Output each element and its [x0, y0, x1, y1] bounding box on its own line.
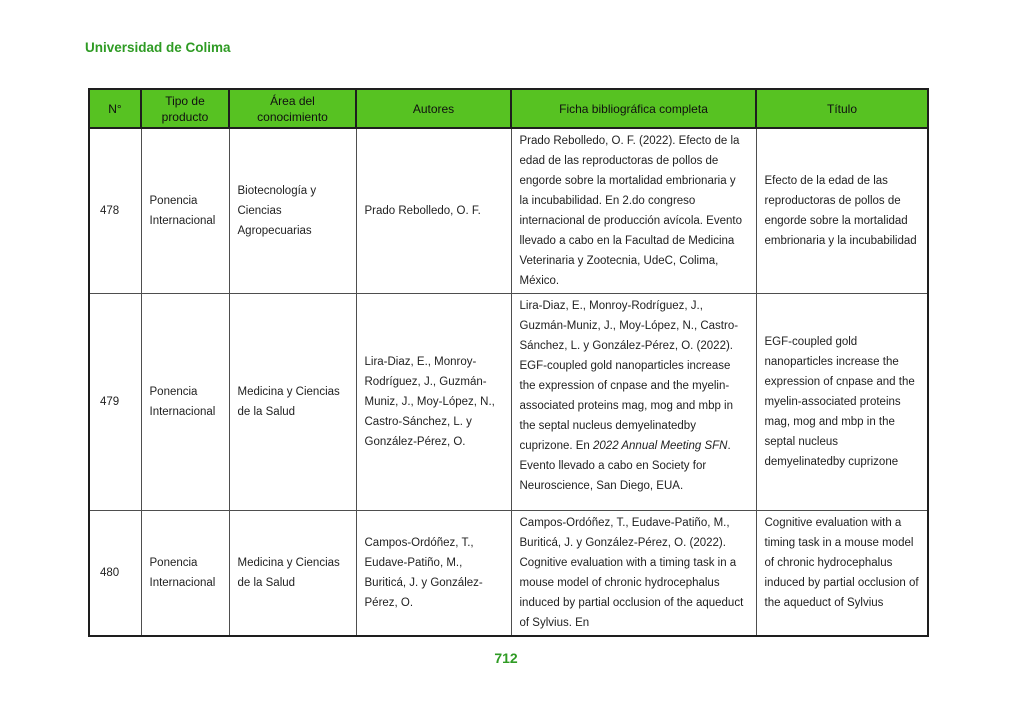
cell-no: 479: [89, 294, 141, 511]
page-number: 712: [494, 650, 518, 666]
cell-no: 478: [89, 128, 141, 294]
table-row: [89, 294, 928, 511]
cell-ficha-bibliografica: Campos-Ordóñez, T., Eudave-Patiño, M., Buriticá, J. y González-Pérez, O. (2022). Cognitive evaluation with a timing task in a mouse model of chronic hydrocephalus induced by partial occlusion of the aqueduct of Sylvius. En: [511, 511, 756, 637]
cell-no: 480: [89, 511, 141, 637]
cell-tipo-producto: Ponencia Internacional: [141, 128, 229, 294]
table-header-row: [89, 89, 928, 128]
cell-autores: Campos-Ordóñez, T., Eudave-Patiño, M., Buriticá, J. y González-Pérez, O.: [356, 511, 511, 637]
cell-titulo: Efecto de la edad de las reproductoras de pollos de engorde sobre la mortalidad embrionaria y la incubabilidad: [756, 128, 928, 294]
cell-tipo-producto: Ponencia Internacional: [141, 511, 229, 637]
cell-area-conocimiento: Medicina y Ciencias de la Salud: [229, 294, 356, 511]
cell-titulo: Cognitive evaluation with a timing task in a mouse model of chronic hydrocephalus induced by partial occlusion of the aqueduct of Sylvius: [756, 511, 928, 637]
column-header-titulo: Título: [756, 89, 928, 128]
cell-titulo: EGF-coupled gold nanoparticles increase the expression of cnpase and the myelin-associated proteins mag, mog and mbp in the septal nucleus demyelinatedby cuprizone: [756, 294, 928, 511]
cell-area-conocimiento: Medicina y Ciencias de la Salud: [229, 511, 356, 637]
cell-area-conocimiento: Biotecnología y Ciencias Agropecuarias: [229, 128, 356, 294]
table-row: [89, 511, 928, 637]
column-header-ficha: Ficha bibliográfica completa: [511, 89, 756, 128]
column-header-autores: Autores: [356, 89, 511, 128]
cell-tipo-producto: Ponencia Internacional: [141, 294, 229, 511]
publications-table: [88, 88, 929, 637]
cell-autores: Prado Rebolledo, O. F.: [356, 128, 511, 294]
table-row: [89, 128, 928, 294]
column-header-area: Área del conocimiento: [229, 89, 356, 128]
cell-ficha-bibliografica: Lira-Diaz, E., Monroy-Rodríguez, J., Guzmán-Muniz, J., Moy-López, N., Castro-Sánchez, L. y González-Pérez, O. (2022). EGF-coupled gold nanoparticles increase the expression of cnpase and the myelin-associated proteins mag, mog and mbp in the septal nucleus demyelinatedby cuprizone. En 2022 Annual Meeting SFN. Evento llevado a cabo en Society for Neuroscience, San Diego, EUA.: [511, 294, 756, 511]
cell-ficha-bibliografica: Prado Rebolledo, O. F. (2022). Efecto de la edad de las reproductoras de pollos de engorde sobre la mortalidad embrionaria y la incubabilidad. En 2.do congreso internacional de producción avícola. Evento llevado a cabo en la Facultad de Medicina Veterinaria y Zootecnia, UdeC, Colima, México.: [511, 128, 756, 294]
cell-autores: Lira-Diaz, E., Monroy-Rodríguez, J., Guzmán-Muniz, J., Moy-López, N., Castro-Sánchez, L. y González-Pérez, O.: [356, 294, 511, 511]
column-header-no: N°: [89, 89, 141, 128]
page-title: Universidad de Colima: [85, 40, 231, 55]
column-header-tipo: Tipo de producto: [141, 89, 229, 128]
